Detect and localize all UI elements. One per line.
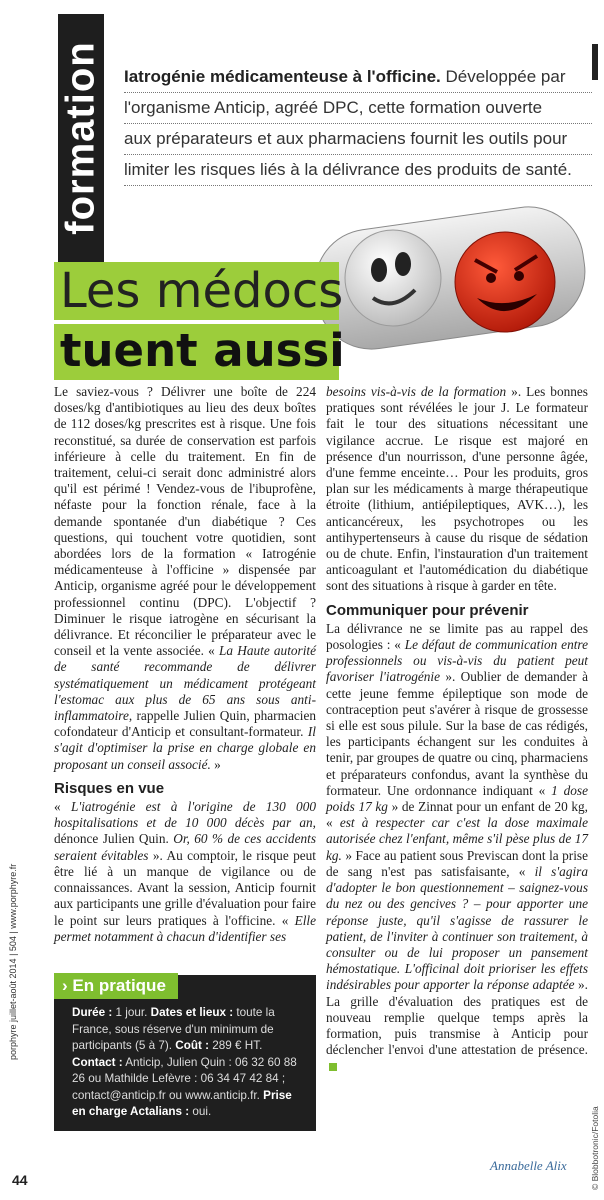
intro-line-4: limiter les risques liés à la délivrance des produits de santé. — [124, 155, 592, 186]
intro-line-2: l'organisme Anticip, agréé DPC, cette formation ouverte — [124, 93, 592, 124]
text: ». La grille d'évaluation des pratiques est de nouveau remplie quelque temps après la formation, puis transmise à Anticip pour déclencher l'envoi d'une attestation de présence. — [326, 977, 588, 1058]
section-heading-communiquer: Communiquer pour prévenir — [326, 601, 529, 619]
label: Dates et lieux : — [150, 1006, 234, 1019]
text: Le saviez-vous ? Délivrer une boîte de 224 doses/kg d'antibiotiques au lieu des deux boîtes de 112 doses/kg prescrites est à risque. Une fois reconstitué, sa durée de conservation est parfois inférieure à celle du traitement. En fin de traitement, celui-ci serait donc administré alors qu'il est périmé ! Vendez-vous de l'ibuprofène, néfaste pour la fonction rénale, face à la demande spontanée d'un diabétique ? Ces questions, qui touchent votre quotidien, sont abordées lors de la formation « Iatrogénie médicamenteuse à l'officine » dispensée par Anticip, organisme agréé pour le développement professionnel continu (DPC). L'objectif ? Diminuer le risque iatrogène en sécurisant la délivrance. Et réconcilier le préparateur avec le conseil et la vente associée. « — [54, 384, 316, 659]
corner-decoration — [592, 44, 598, 80]
text: « — [54, 799, 71, 815]
headline-line-2: tuent aussi — [54, 324, 339, 380]
text: La délivrance ne se limite pas au rappel des posologies : « — [326, 620, 588, 653]
text: » de Zinnat pour un enfant de 20 kg, « — [326, 799, 589, 831]
page-number: 44 — [12, 1172, 28, 1188]
label: Contact : — [72, 1055, 123, 1069]
paragraph — [326, 384, 588, 595]
en-pratique-box — [54, 975, 316, 1131]
value: Anticip, Julien Quin : 06 32 60 88 26 ou Mathilde Lefèvre : 06 34 47 42 84 ; contact@anticip.fr ou www.anticip.fr. — [72, 1055, 297, 1102]
paragraph — [54, 799, 316, 945]
quote: La Haute autorité de santé recommande de délivrer systématiquement un médicament protégeant l'estomac aux plus de 65 ans sous anti-inflammatoire — [54, 643, 316, 724]
section-heading-risques: Risques en vue — [54, 779, 165, 797]
label: Durée : — [72, 1006, 113, 1019]
pill-blister-image — [305, 190, 595, 355]
value: 1 jour. — [112, 1006, 151, 1019]
text: ». Les bonnes pratiques sont révélées le jour J. Le formateur fait le tour des situations nécessitant une vigilance accrue. Le risque est majoré en présence d'un nourrisson, d'une personne âgée, d'une femme enceinte… Pour les produits, gros plan sur les médicaments à marge thérapeutique étroite (lithium, antiépileptiques, AVK…), les anticancéreux, les psychotropes ou les antihypertenseurs à cause du risque de sédation ou de chute. Enfin, l'instauration d'un traitement anticoagulant et l'automédication du diabétique sont des situations à risque à garder en tête. — [326, 384, 588, 594]
article-column-2 — [326, 384, 588, 1075]
value: 289 € HT. — [209, 1039, 263, 1052]
end-mark-icon — [329, 1063, 337, 1071]
quote: L'iatrogénie est à l'origine de 130 000 hospitalisations et de 10 000 décès par an — [54, 799, 316, 831]
headline-line-1: Les médocs — [54, 262, 339, 320]
article-column-1 — [54, 384, 316, 945]
rubric-label: formation — [58, 41, 103, 235]
quote: est à respecter car c'est la dose maximale autorisée chez l'enfant, même s'il pèse plus de 17 kg. — [326, 815, 588, 863]
quote: Il s'agit d'optimiser la prise en charge globale en proposant un conseil associé. — [54, 724, 316, 772]
quote: Elle permet notamment à chacun d'identifier ses — [54, 912, 316, 944]
text: » Face au patient sous Previscan dont la prise de sang n'est pas satisfaisante, « — [326, 847, 588, 879]
rubric-banner — [58, 14, 104, 262]
en-pratique-body — [54, 999, 316, 1121]
en-pratique-title: › En pratique — [54, 973, 178, 999]
text: » — [210, 756, 221, 772]
pill-illustration — [305, 190, 595, 355]
intro-rest: Développée par — [440, 67, 566, 86]
text: ». Au comptoir, le risque peut être lié à un manque de vigilance ou de connaissances. Avant la session, Anticip fournit aux participants une grille d'évaluation pour faire le point sur leurs pratiques à l'officine. « — [54, 847, 316, 928]
author-byline: Annabelle Alix — [490, 1158, 567, 1173]
quote: besoins vis-à-vis de la formation — [326, 384, 507, 399]
intro-line-3: aux préparateurs et aux pharmaciens fournit les outils pour — [124, 124, 592, 155]
quote: il s'agira d'adopter le bon questionnement – saignez-vous du nez ou des gencives ? – pour apporter une réponse juste, qu'il s'agisse de rassurer le patient, de l'inviter à continuer son traitement, à consulter ou de lui proposer un pansement hémostatique. L'officinal doit prioriser les effets indésirables pour apporter la réponse adaptée — [326, 863, 588, 993]
paragraph — [54, 384, 316, 773]
footer-publication: porphyre juillet-août 2014 | 504 | www.porphyre.fr — [8, 863, 18, 1060]
intro-text — [124, 62, 592, 186]
text: , dénonce Julien Quin. — [54, 815, 316, 847]
photo-credit: © Blobbotronic/Fotolia — [590, 1106, 600, 1190]
value: toute la France, sous réserve d'un minimum de participants (5 à 7). — [72, 1006, 275, 1052]
intro-bold: Iatrogénie médicamenteuse à l'officine. — [124, 67, 441, 86]
label: Prise en charge Actalians : — [72, 1088, 292, 1118]
text: ». Oublier de demander à cette jeune femme épileptique son mode de contraception peut s'avérer à risque de grossesse si elle est sous pilule. Sur la base de cas rédigés, les participants échangent sur les conduites à tenir, par groupes de quatre ou cinq, pharmaciens et préparateurs confondus, avant la synthèse du formateur. Une ordonnance indiquant « — [326, 669, 588, 798]
text: , rappelle Julien Quin, pharmacien cofondateur d'Anticip et consultant-formateur. — [54, 708, 316, 740]
label: Coût : — [175, 1039, 210, 1052]
value: oui. — [189, 1105, 212, 1118]
quote: Or, 60 % de ces accidents seraient évitables — [54, 831, 317, 863]
intro-line-1 — [124, 62, 592, 93]
headline — [54, 262, 345, 380]
quote: 1 dose poids 17 kg — [326, 782, 588, 815]
quote: Le défaut de communication entre professionnels ou vis-à-vis du patient peut favoriser l'iatrogénie — [326, 637, 588, 685]
paragraph — [326, 621, 588, 1075]
